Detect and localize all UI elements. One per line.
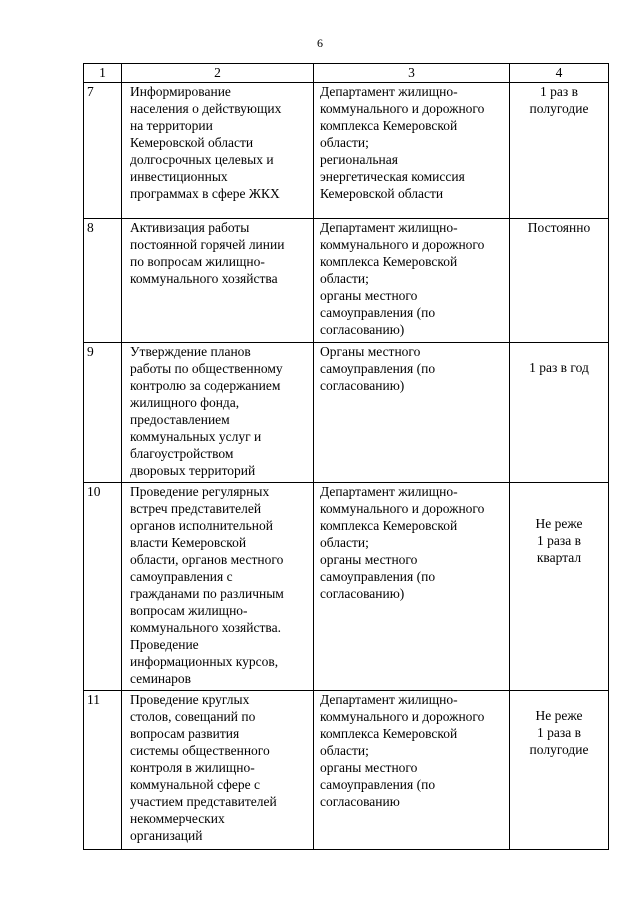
header-col-3: 3	[314, 64, 510, 83]
measures-table	[83, 63, 609, 850]
measure-description: Проведение круглых столов, совещаний по вопросам развития системы общественного контроля в жилищно- коммунальной сфере с участием представителей некоммерческих организаций	[122, 691, 314, 850]
page-number: 6	[317, 36, 323, 50]
table-header-row	[84, 64, 609, 83]
row-number: 9	[84, 343, 122, 483]
responsible-party: Департамент жилищно- коммунального и дорожного комплекса Кемеровской области; органы местного самоуправления (по согласованию)	[314, 483, 510, 691]
responsible-party: Департамент жилищно- коммунального и дорожного комплекса Кемеровской области; региональная энергетическая комиссия Кемеровской области	[314, 83, 510, 219]
table-row	[84, 343, 609, 483]
header-col-2: 2	[122, 64, 314, 83]
table-row	[84, 691, 609, 850]
measure-description: Проведение регулярных встреч представителей органов исполнительной власти Кемеровской области, органов местного самоуправления с гражданами по различным вопросам жилищно- коммунального хозяйства. Проведение информационных курсов, семинаров	[122, 483, 314, 691]
responsible-party: Департамент жилищно- коммунального и дорожного комплекса Кемеровской области; органы местного самоуправления (по согласованию)	[314, 219, 510, 343]
row-number: 8	[84, 219, 122, 343]
row-number: 11	[84, 691, 122, 850]
deadline: 1 раз в полугодие	[510, 83, 609, 219]
deadline: Постоянно	[510, 219, 609, 343]
deadline: Не реже 1 раза в квартал	[510, 483, 609, 691]
measure-description: Информирование населения о действующих на территории Кемеровской области долгосрочных целевых и инвестиционных программах в сфере ЖКХ	[122, 83, 314, 219]
deadline: 1 раз в год	[510, 343, 609, 483]
measure-description: Утверждение планов работы по общественному контролю за содержанием жилищного фонда, предоставлением коммунальных услуг и благоустройством дворовых территорий	[122, 343, 314, 483]
header-col-1: 1	[84, 64, 122, 83]
table-row	[84, 83, 609, 219]
responsible-party: Органы местного самоуправления (по согласованию)	[314, 343, 510, 483]
table-row	[84, 483, 609, 691]
table-row	[84, 219, 609, 343]
responsible-party: Департамент жилищно- коммунального и дорожного комплекса Кемеровской области; органы местного самоуправления (по согласованию	[314, 691, 510, 850]
deadline: Не реже 1 раза в полугодие	[510, 691, 609, 850]
header-col-4: 4	[510, 64, 609, 83]
row-number: 7	[84, 83, 122, 219]
row-number: 10	[84, 483, 122, 691]
measure-description: Активизация работы постоянной горячей линии по вопросам жилищно- коммунального хозяйства	[122, 219, 314, 343]
